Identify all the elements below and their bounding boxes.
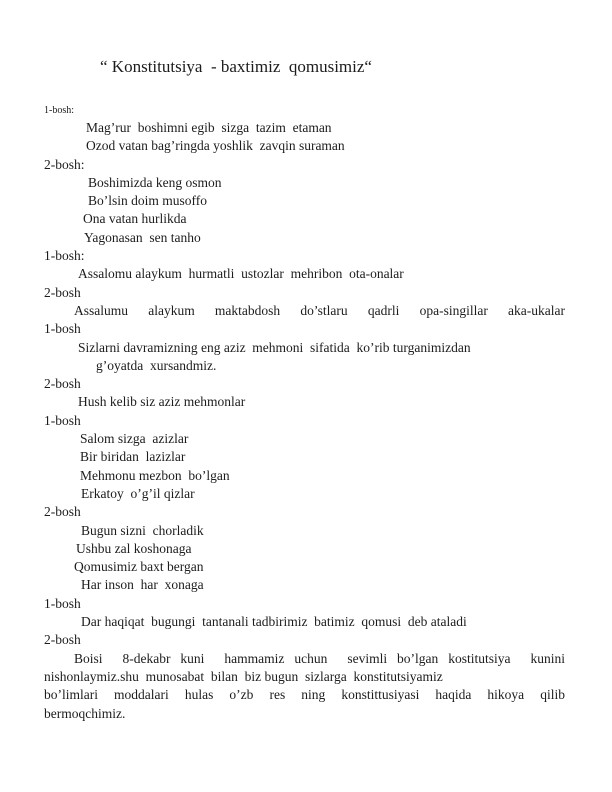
section-label: 1-bosh xyxy=(44,595,81,611)
text-line: Hush kelib siz aziz mehmonlar xyxy=(78,394,246,410)
section-label: 2-bosh xyxy=(44,284,81,300)
verse-line: Mehmonu mezbon bo’lgan xyxy=(80,467,230,483)
section-label: 2-bosh xyxy=(44,504,81,520)
text-line: Boisi 8-dekabr kuni hammamiz uchun sevimli bo’lgan kostitutsiya kunini xyxy=(74,650,565,666)
text-line: nishonlaymiz.shu munosabat bilan biz bugun sizlarga konstitutsiyamiz xyxy=(44,668,443,684)
verse-line: Qomusimiz baxt bergan xyxy=(74,559,204,575)
verse-line: Bugun sizni chorladik xyxy=(81,522,204,538)
section-label: 2-bosh xyxy=(44,376,81,392)
verse-line: Bo’lsin doim musoffo xyxy=(88,193,208,209)
section-label: 1-bosh: xyxy=(44,248,85,264)
text-line: bermoqchimiz. xyxy=(44,705,126,721)
document-body xyxy=(44,102,565,723)
section-label: 1-bosh xyxy=(44,412,81,428)
section-label: 2-bosh: xyxy=(44,156,85,172)
verse-line: Ona vatan hurlikda xyxy=(83,211,187,227)
verse-line: Har inson har xonaga xyxy=(81,577,204,593)
text-line: g’oyatda xursandmiz. xyxy=(96,357,217,373)
verse-line: Boshimizda keng osmon xyxy=(88,174,222,190)
verse-line: Erkatoy o’g’il qizlar xyxy=(81,485,195,501)
verse-line: Ozod vatan bag’ringda yoshlik zavqin suraman xyxy=(86,138,345,154)
text-line: Assalumu alaykum maktabdosh do’stlaru qadrli opa-singillar aka-ukalar xyxy=(74,302,565,318)
section-label: 1-bosh: xyxy=(44,105,74,116)
verse-line: Ushbu zal koshonaga xyxy=(76,540,192,556)
section-label: 1-bosh xyxy=(44,321,81,337)
document-title: “ Konstitutsiya - baxtimiz qomusimiz“ xyxy=(100,57,372,76)
text-line: bo’limlari moddalari hulas o’zb res ning konstittusiyasi haqida hikoya qilib xyxy=(44,687,565,703)
text-line: Dar haqiqat bugungi tantanali tadbirimiz batimiz qomusi deb ataladi xyxy=(81,614,467,630)
verse-line: Mag’rur boshimni egib sizga tazim etaman xyxy=(86,120,332,135)
verse-line: Salom sizga azizlar xyxy=(80,431,189,447)
verse-line: Yagonasan sen tanho xyxy=(84,229,201,245)
text-line: Assalomu alaykum hurmatli ustozlar mehribon ota-onalar xyxy=(78,266,404,282)
verse-line: Bir biridan lazizlar xyxy=(80,449,186,465)
section-label: 2-bosh xyxy=(44,632,81,648)
text-line: Sizlarni davramizning eng aziz mehmoni sifatida ko’rib turganimizdan xyxy=(78,339,471,355)
